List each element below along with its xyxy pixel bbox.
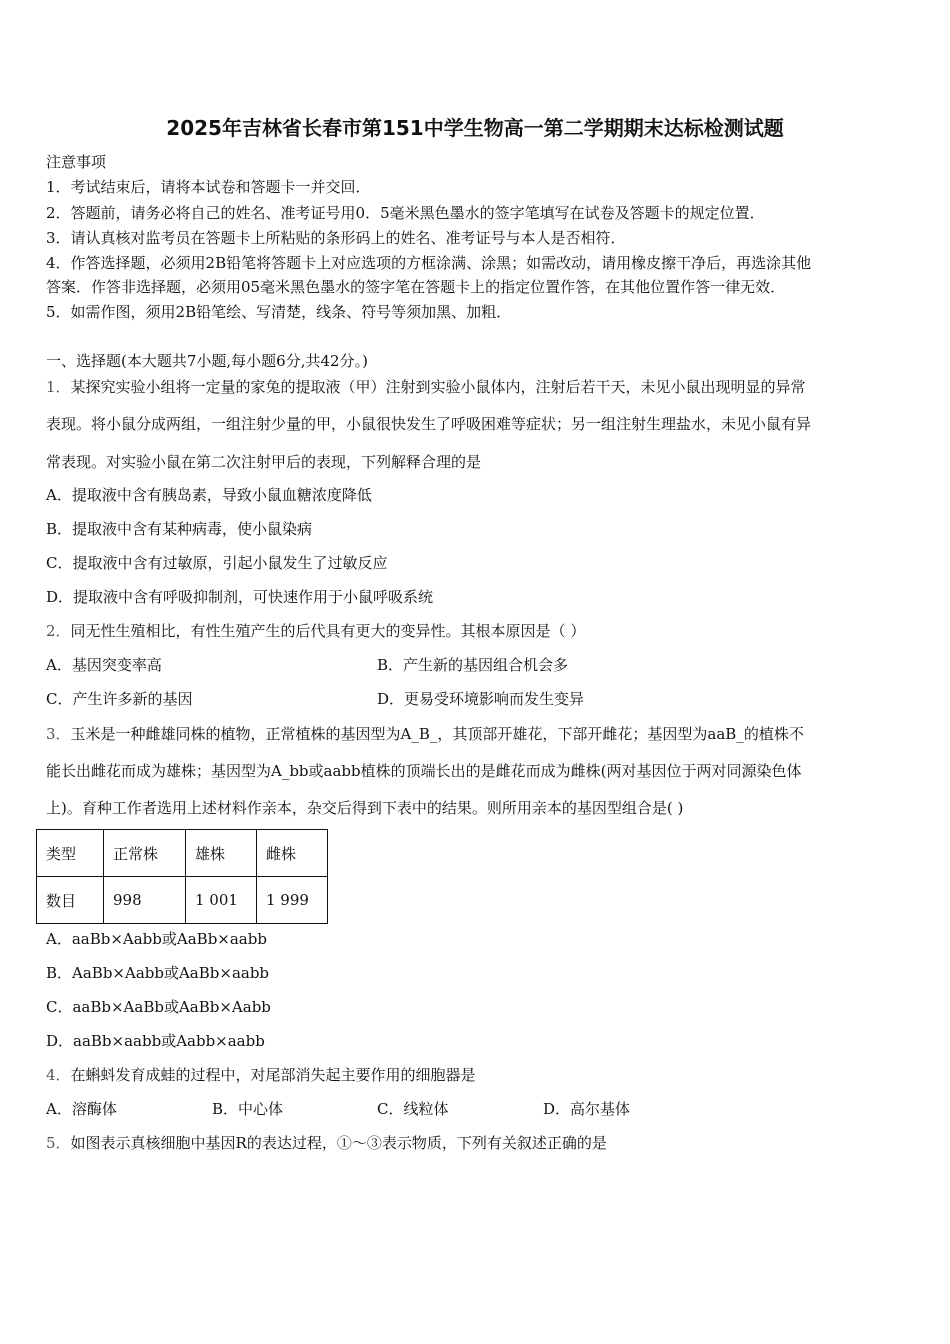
notice-item: 5．如需作图，须用2B铅笔绘、写清楚，线条、符号等须加黑、加粗． [46, 303, 512, 321]
table-header-cell: 类型 [37, 830, 104, 877]
option-c: C．提取液中含有过敏原，引起小鼠发生了过敏反应 [46, 554, 388, 572]
table-cell: 1 999 [257, 877, 328, 924]
question-number: 1． [46, 378, 71, 396]
question-3 [46, 724, 804, 744]
question-text: 表现。将小鼠分成两组，一组注射少量的甲，小鼠很快发生了呼吸困难等症状；另一组注射生理盐水，未见小鼠有异 [46, 415, 812, 433]
table-header-cell: 雄株 [186, 830, 257, 877]
table-header-cell: 雌株 [257, 830, 328, 877]
question-text: 能长出雌花而成为雄株；基因型为A_bb或aabb植株的顶端长出的是雌花而成为雌株(两对基因位于两对同源染色体 [46, 762, 802, 780]
option-a: A．基因突变率高 [46, 656, 162, 674]
option-c: C．aaBb×AaBb或AaBb×Aabb [46, 998, 271, 1016]
option-b: B．AaBb×Aabb或AaBb×aabb [46, 964, 270, 982]
option-b: B．中心体 [212, 1100, 284, 1118]
notice-item: 3．请认真核对监考员在答题卡上所粘贴的条形码上的姓名、准考证号与本人是否相符． [46, 229, 626, 247]
option-a: A．溶酶体 [46, 1100, 117, 1118]
table-cell: 998 [104, 877, 186, 924]
question-text: 常表现。对实验小鼠在第二次注射甲后的表现，下列解释合理的是 [46, 453, 482, 471]
option-c: C．线粒体 [377, 1100, 449, 1118]
question-number: 2． [46, 622, 71, 640]
table-header-cell: 正常株 [104, 830, 186, 877]
question-number: 4． [46, 1066, 71, 1084]
page-title: 2025年吉林省长春市第151中学生物高一第二学期期末达标检测试题 [166, 116, 784, 140]
option-d: D．更易受环境影响而发生变异 [377, 690, 585, 708]
notice-item: 2．答题前，请务必将自己的姓名、准考证号用0．5毫米黑色墨水的签字笔填写在试卷及答题卡的规定位置． [46, 204, 765, 222]
results-table [36, 829, 328, 924]
option-a: A．aaBb×Aabb或AaBb×aabb [46, 930, 267, 948]
question-text: 如图表示真核细胞中基因R的表达过程，①～③表示物质，下列有关叙述正确的是 [70, 1134, 607, 1152]
section-heading: 一、选择题(本大题共7小题,每小题6分,共42分。) [46, 352, 368, 370]
question-2 [46, 621, 585, 641]
notice-heading: 注意事项 [46, 153, 107, 171]
table-header-row [37, 830, 328, 877]
notice-item: 答案．作答非选择题，必须用05毫米黑色墨水的签字笔在答题卡上的指定位置作答，在其他位置作答一律无效． [46, 278, 786, 296]
question-4 [46, 1065, 476, 1085]
option-d: D．提取液中含有呼吸抑制剂，可快速作用于小鼠呼吸系统 [46, 588, 434, 606]
question-text: 某探究实验小组将一定量的家兔的提取液（甲）注射到实验小鼠体内，注射后若干天，未见小鼠出现明显的异常 [70, 378, 806, 396]
question-text: 玉米是一种雌雄同株的植物，正常植株的基因型为A_B_，其顶部开雄花，下部开雌花；基因型为aaB_的植株不 [70, 725, 804, 743]
option-d: D．aaBb×aabb或Aabb×aabb [46, 1032, 265, 1050]
option-a: A．提取液中含有胰岛素，导致小鼠血糖浓度降低 [46, 486, 372, 504]
option-b: B．产生新的基因组合机会多 [377, 656, 569, 674]
question-number: 5． [46, 1134, 71, 1152]
option-b: B．提取液中含有某种病毒，使小鼠染病 [46, 520, 313, 538]
notice-item: 1．考试结束后，请将本试卷和答题卡一并交回． [46, 178, 371, 196]
question-text: 在蝌蚪发育成蛙的过程中，对尾部消失起主要作用的细胞器是 [70, 1066, 476, 1084]
question-text: 同无性生殖相比，有性生殖产生的后代具有更大的变异性。其根本原因是（ ） [70, 622, 586, 640]
question-text: 上)。育种工作者选用上述材料作亲本，杂交后得到下表中的结果。则所用亲本的基因型组合是( ) [46, 799, 684, 817]
table-cell: 数目 [37, 877, 104, 924]
table-row [37, 877, 328, 924]
option-c: C．产生许多新的基因 [46, 690, 193, 708]
table-cell: 1 001 [186, 877, 257, 924]
notice-item: 4．作答选择题，必须用2B铅笔将答题卡上对应选项的方框涂满、涂黑；如需改动，请用橡皮擦干净后，再选涂其他 [46, 254, 812, 272]
question-1 [46, 377, 806, 397]
option-d: D．高尔基体 [543, 1100, 631, 1118]
question-5 [46, 1133, 607, 1153]
question-number: 3． [46, 725, 71, 743]
